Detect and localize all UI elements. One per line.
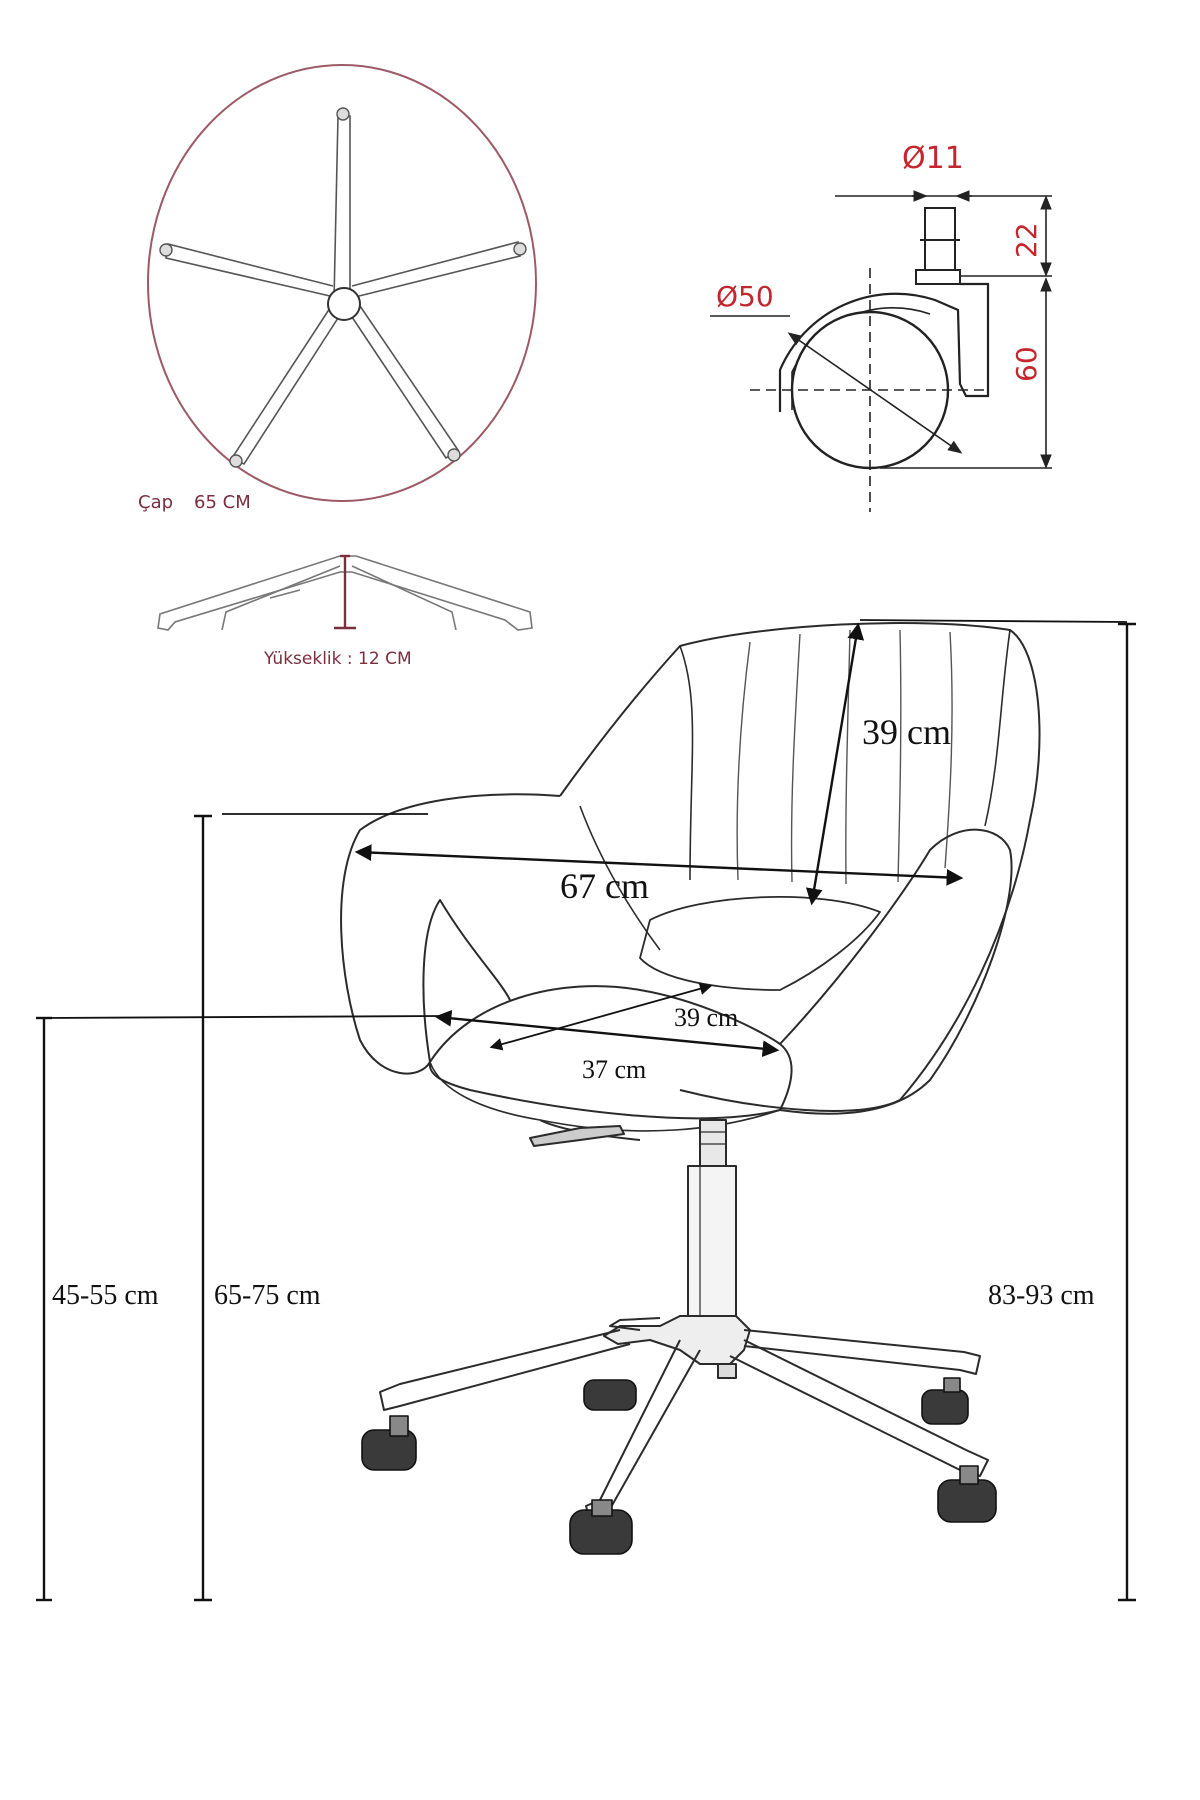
backrest-height-arrow — [812, 626, 858, 902]
chair-star-base — [380, 1316, 988, 1520]
backrest-height-label: 39 cm — [862, 712, 951, 752]
chair-left-arm — [341, 794, 560, 1073]
caster-total-height: 60 — [1010, 346, 1043, 382]
chair-casters — [362, 1378, 996, 1554]
overall-width-label: 67 cm — [560, 866, 649, 906]
overall-width-arrow — [358, 852, 960, 878]
base-diameter-value: 65 CM — [194, 492, 251, 513]
chair-tilt-lever — [530, 1126, 624, 1146]
chair-seat-opening — [640, 897, 880, 990]
armrest-height-label: 65-75 cm — [214, 1280, 321, 1311]
base-hub — [328, 288, 360, 320]
base-top-view — [138, 65, 536, 513]
base-side-view — [158, 556, 532, 669]
base-diameter-label: Çap — [138, 492, 174, 513]
seat-depth-label: 39 cm — [674, 1003, 739, 1032]
seat-width-label: 37 cm — [582, 1055, 647, 1084]
caster-wheel-diagram — [710, 141, 1052, 512]
seat-height-label: 45-55 cm — [52, 1280, 159, 1311]
total-height-label: 83-93 cm — [988, 1280, 1095, 1311]
base-height-label: Yükseklik : 12 CM — [264, 649, 412, 669]
chair-sketch — [341, 623, 1039, 1554]
backrest-channels — [737, 630, 952, 884]
caster-stem-height: 22 — [1010, 222, 1043, 258]
chair-gas-lift — [688, 1120, 736, 1316]
caster-stem-diameter: Ø11 — [902, 141, 964, 176]
caster-wheel-diameter: Ø50 — [716, 280, 774, 313]
base-diameter-circle — [148, 65, 536, 501]
